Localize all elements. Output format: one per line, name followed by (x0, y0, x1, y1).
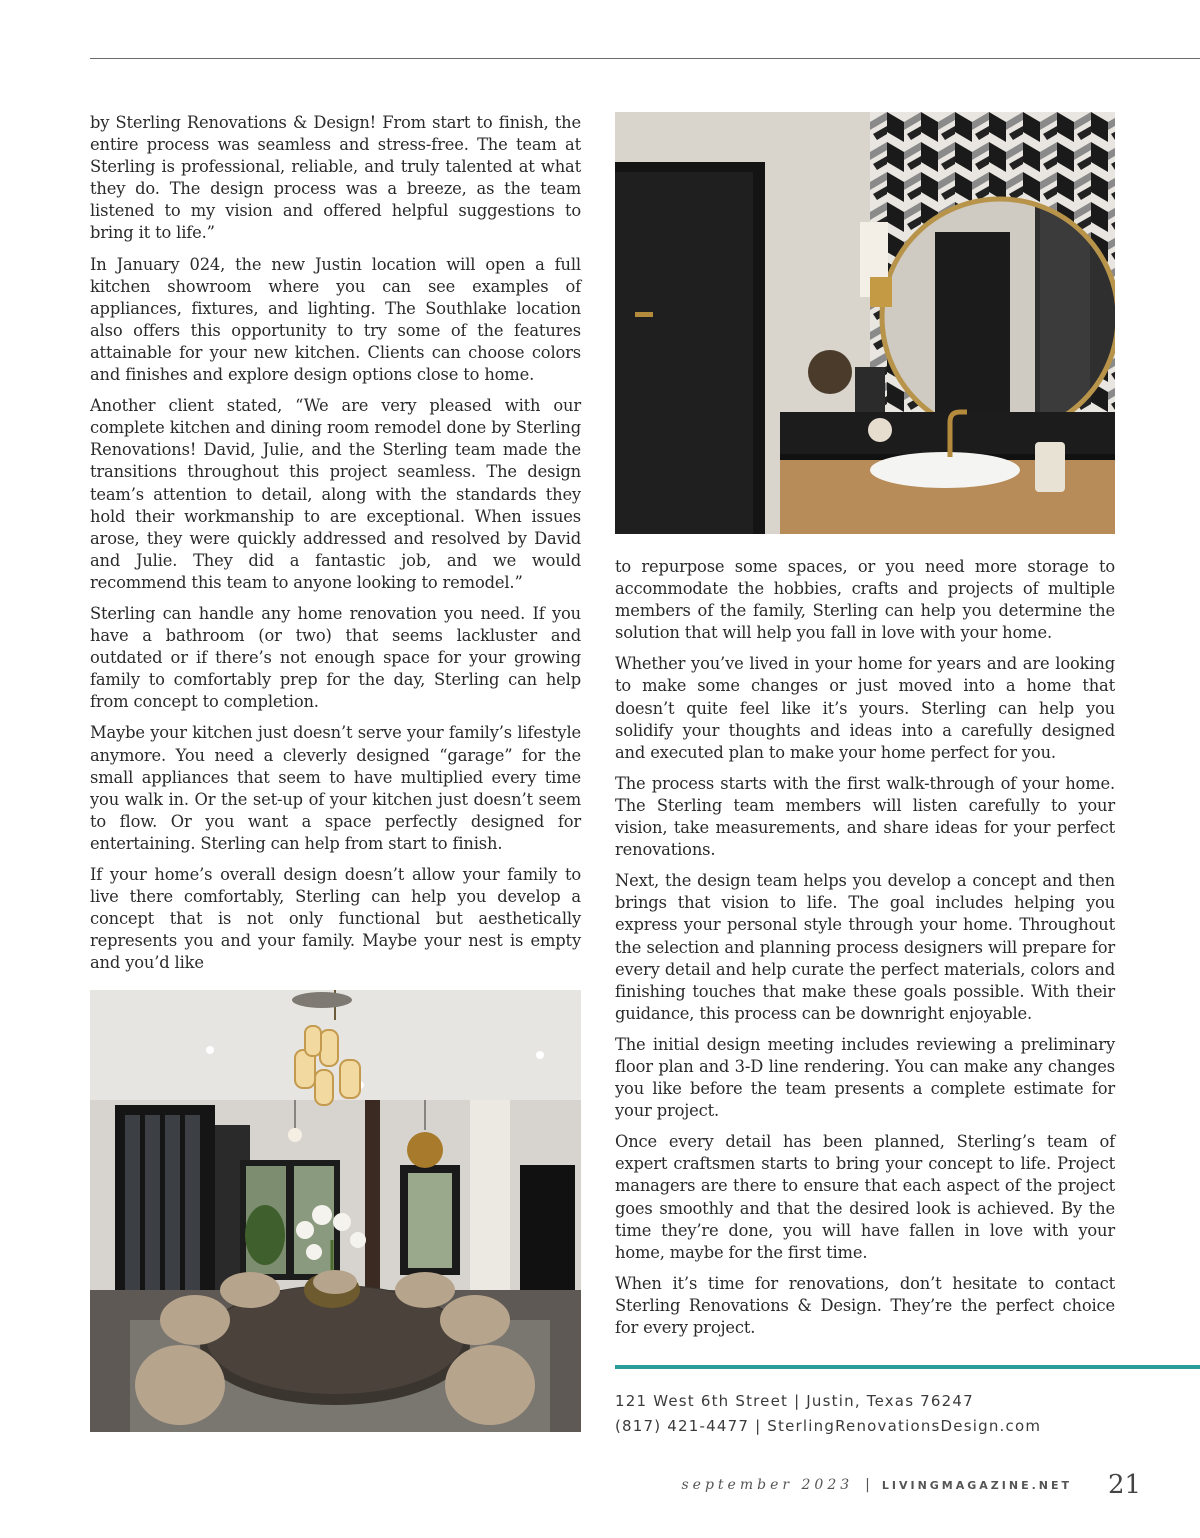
magazine-site: LIVINGMAGAZINE.NET (881, 1479, 1072, 1492)
page-number: 21 (1108, 1470, 1142, 1500)
paragraph: If your home’s overall design doesn’t allow your family to live there comfortably, Sterling can help you develop a concept that is not only functional but aesthetically represents you and your family. Maybe your nest is empty and you’d like (90, 865, 581, 973)
folio-separator: | (865, 1477, 870, 1493)
paragraph: Sterling can handle any home renovation you need. If you have a bathroom (or two) that seems lackluster and outdated or if there’s not enough space for your growing family to comfortably prep for the day, Sterling can help from concept to completion. (90, 603, 581, 712)
bathroom-photo (615, 112, 1115, 534)
dining-room-photo (90, 990, 581, 1432)
right-column (615, 556, 1115, 1348)
paragraph: Maybe your kitchen just doesn’t serve your family’s lifestyle anymore. You need a cleverly designed “garage” for the small appliances that seem to have multiplied every time you walk in. Or the set-up of your kitchen just doesn’t seem to flow. Or you want a space perfectly designed for entertaining. Sterling can help from start to finish. (90, 723, 581, 853)
address-line: 121 West 6th Street | Justin, Texas 76247 (615, 1392, 974, 1410)
paragraph: Whether you’ve lived in your home for years and are looking to make some changes or just moved into a home that doesn’t quite feel like it’s yours. Sterling can help you solidify your thoughts and ideas into a carefully designed and executed plan to make your home perfect for you. (615, 654, 1115, 762)
issue-date: september 2023 (681, 1477, 854, 1493)
paragraph: In January 024, the new Justin location will open a full kitchen showroom where you can see examples of appliances, fixtures, and lighting. The Southlake location also offers this opportunity to try some of the features attainable for your new kitchen. Clients can choose colors and finishes and explore design options close to home. (90, 254, 581, 385)
teal-divider (615, 1365, 1200, 1369)
top-rule (90, 58, 1200, 59)
contact-line: (817) 421-4477 | SterlingRenovationsDesign.com (615, 1417, 1042, 1435)
paragraph: The process starts with the first walk-through of your home. The Sterling team members will listen carefully to your vision, take measurements, and share ideas for your perfect renovations. (615, 773, 1115, 860)
paragraph: The initial design meeting includes reviewing a preliminary floor plan and 3-D line rendering. You can make any changes you like before the team presents a complete estimate for your project. (615, 1034, 1115, 1121)
paragraph: Another client stated, “We are very pleased with our complete kitchen and dining room remodel done by Sterling Renovations! David, Julie, and the Sterling team made the transitions throughout this project seamless. The design team’s attention to detail, along with the standards they hold their workmanship to are exceptional. When issues arose, they were quickly addressed and resolved by David and Julie. They did a fantastic job, and we would recommend this team to anyone looking to remodel.” (90, 396, 581, 592)
left-column (90, 112, 581, 983)
paragraph: Next, the design team helps you develop a concept and then brings that vision to life. The goal includes helping you express your personal style through your home. Throughout the selection and planning process designers will prepare for every detail and help curate the perfect materials, colors and finishing touches that make these goals possible. With their guidance, this process can be downright enjoyable. (615, 871, 1115, 1023)
paragraph: to repurpose some spaces, or you need more storage to accommodate the hobbies, crafts and projects of multiple members of the family, Sterling can help you determine the solution that will help you fall in love with your home. (615, 557, 1115, 643)
paragraph: When it’s time for renovations, don’t hesitate to contact Sterling Renovations & Design. They’re the perfect choice for every project. (615, 1273, 1115, 1337)
paragraph: Once every detail has been planned, Sterling’s team of expert craftsmen starts to bring your concept to life. Project managers are there to ensure that each aspect of the project goes smoothly and that the desired look is achieved. By the time they’re done, you will have fallen in love with your home, maybe for the first time. (615, 1132, 1115, 1262)
folio (682, 1477, 1073, 1493)
paragraph: by Sterling Renovations & Design! From start to finish, the entire process was seamless and stress-free. The team at Sterling is professional, reliable, and truly talented at what they do. The design process was a breeze, as the team listened to my vision and offered helpful suggestions to bring it to life.” (90, 113, 581, 243)
